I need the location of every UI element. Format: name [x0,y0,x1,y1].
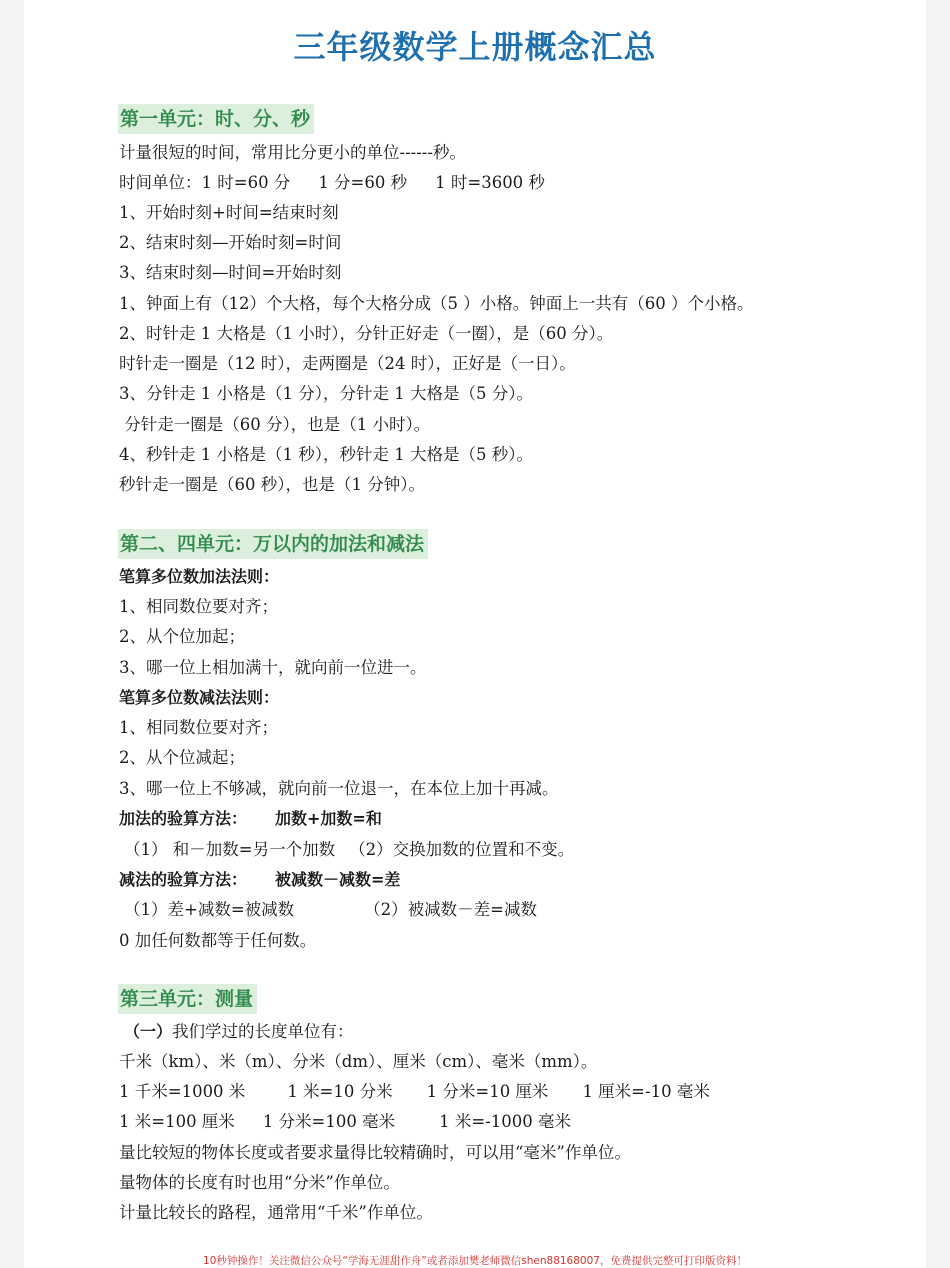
text-line: 1、钟面上有（12）个大格，每个大格分成（5 ）小格。钟面上一共有（60 ）个小格。 [119,294,754,313]
text-line: 计量比较长的路程，通常用“千米”作单位。 [119,1203,433,1222]
zero-note: 0 加任何数都等于任何数。 [119,931,317,950]
conversion-line: 1 千米=1000 米 1 米=10 分米 1 分米=10 厘米 1 厘米=-10 毫米 [119,1082,710,1101]
text-line: 量比较短的物体长度或者要求量得比较精确时，可以用“毫米”作单位。 [119,1143,631,1162]
time-units-line: 时间单位：1 时=60 分 1 分=60 秒 1 时=3600 秒 [119,173,545,192]
list-item: 2、从个位减起； [119,748,245,767]
add-rule-title: 笔算多位数加法法则： [119,567,280,586]
text-line: 千米（km）、米（m）、分米（dm）、厘米（cm）、毫米（mm）。 [119,1052,598,1071]
text-line: 2、结束时刻—开始时刻=时间 [119,233,342,252]
footer-promo-text: 10秒钟操作！关注微信公众号“学海无涯甜作舟”或者添加樊老师微信shen88168007，免费提供完整可打印版资料！ [203,1255,747,1267]
text-line: 2、时针走 1 大格是（1 小时），分针正好走（一圈），是（60 分）。 [119,324,614,343]
text-line: 1、开始时刻+时间=结束时刻 [119,203,339,222]
list-item: 3、哪一位上相加满十，就向前一位进一。 [119,658,427,677]
add-check-line: 加法的验算方法： 加数+加数=和 [119,809,382,828]
text-line: 4、秒针走 1 小格是（1 秒），秒针走 1 大格是（5 秒）。 [119,445,533,464]
text-line: 时针走一圈是（12 时），走两圈是（24 时），正好是（一日）。 [119,354,576,373]
text-line: 秒针走一圈是（60 秒），也是（1 分钟）。 [119,475,425,494]
document-page [24,0,926,1268]
sub-rule-title: 笔算多位数减法法则： [119,688,280,707]
text-line: 3、分针走 1 小格是（1 分），分针走 1 大格是（5 分）。 [119,384,533,403]
conversion-line: 1 米=100 厘米 1 分米=100 毫米 1 米=-1000 毫米 [119,1112,572,1131]
sub-check-line: 减法的验算方法： 被减数－减数=差 [119,870,401,889]
section-heading-unit-1: 第一单元：时、分、秒 [118,104,314,134]
add-check-methods: （1） 和－加数=另一个加数 （2）交换加数的位置和不变。 [124,840,575,859]
page-title: 三年级数学上册概念汇总 [293,28,657,66]
section-heading-unit-2-4: 第二、四单元：万以内的加法和减法 [118,529,428,559]
section-heading-unit-3: 第三单元：测量 [118,984,257,1014]
length-units-subtitle: （一）我们学过的长度单位有： [124,1022,354,1041]
text-line: 3、结束时刻—时间=开始时刻 [119,263,342,282]
text-line: 量物体的长度有时也用“分米”作单位。 [119,1173,400,1192]
text-line: 计量很短的时间，常用比分更小的单位------秒。 [119,143,466,162]
list-item: 1、相同数位要对齐； [119,597,278,616]
list-item: 2、从个位加起； [119,627,245,646]
sub-check-methods: （1）差+减数=被减数 （2）被减数－差=减数 [124,900,537,919]
list-item: 3、哪一位上不够减，就向前一位退一，在本位上加十再减。 [119,779,559,798]
text-line: 分针走一圈是（60 分），也是（1 小时）。 [119,415,431,434]
list-item: 1、相同数位要对齐； [119,718,278,737]
